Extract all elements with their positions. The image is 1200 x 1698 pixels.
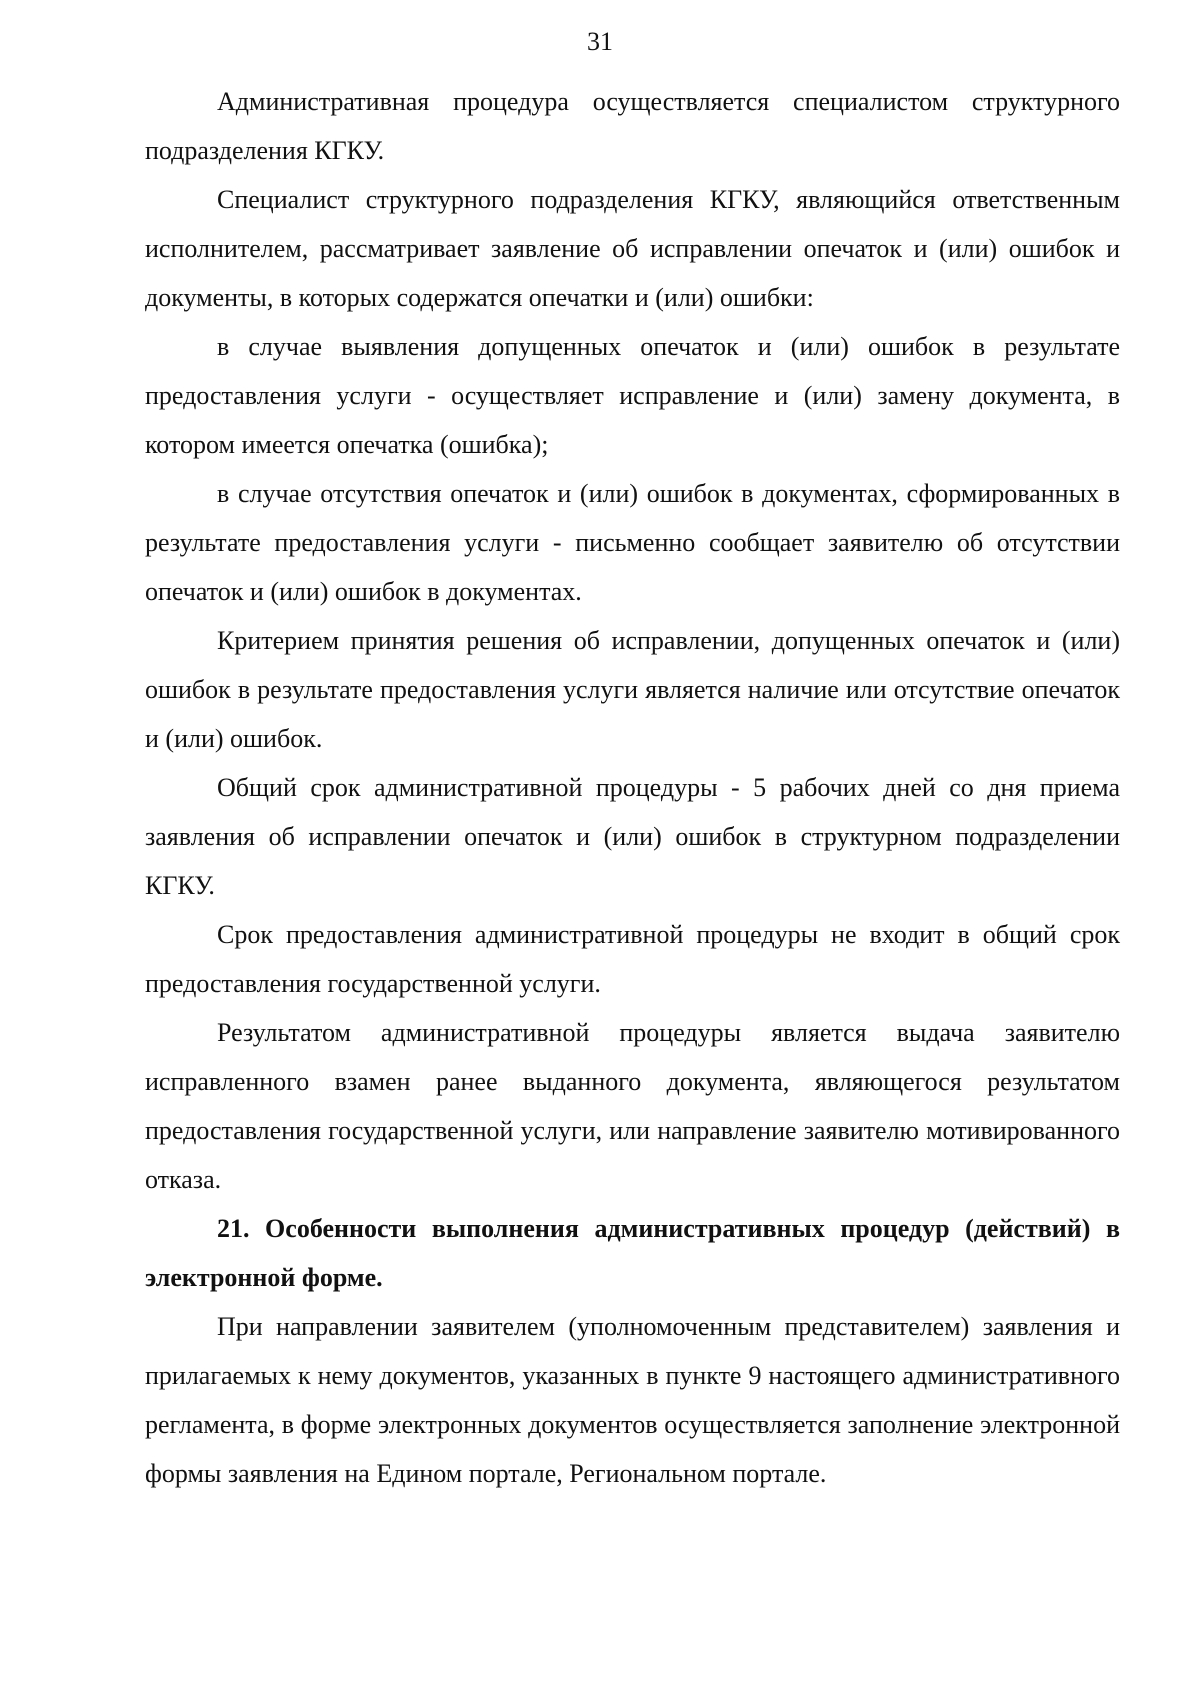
paragraph-7: Срок предоставления административной процедуры не входит в общий срок предоставления государственной услуги. <box>145 920 1120 998</box>
section-heading: 21. Особенности выполнения административных процедур (действий) в электронной форме. <box>145 1214 1120 1292</box>
page-number: 31 <box>587 27 613 56</box>
paragraph-3: в случае выявления допущенных опечаток и (или) ошибок в результате предоставления услуги - осуществляет исправление и (или) замену документа, в котором имеется опечатка (ошибка); <box>145 332 1120 459</box>
paragraph-5: Критерием принятия решения об исправлении, допущенных опечаток и (или) ошибок в результате предоставления услуги является наличие или отсутствие опечаток и (или) ошибок. <box>145 626 1120 753</box>
paragraph-6: Общий срок административной процедуры - 5 рабочих дней со дня приема заявления об исправлении опечаток и (или) ошибок в структурном подразделении КГКУ. <box>145 773 1120 900</box>
paragraph-8: Результатом административной процедуры является выдача заявителю исправленного взамен ранее выданного документа, являющегося результатом предоставления государственной услуги, или направление заявителю мотивированного отказа. <box>145 1018 1120 1194</box>
paragraph-1: Административная процедура осуществляется специалистом структурного подразделения КГКУ. <box>145 87 1120 165</box>
document-body <box>145 77 1120 1498</box>
paragraph-4: в случае отсутствия опечаток и (или) ошибок в документах, сформированных в результате предоставления услуги - письменно сообщает заявителю об отсутствии опечаток и (или) ошибок в документах. <box>145 479 1120 606</box>
paragraph-2: Специалист структурного подразделения КГКУ, являющийся ответственным исполнителем, рассматривает заявление об исправлении опечаток и (или) ошибок и документы, в которых содержатся опечатки и (или) ошибки: <box>145 185 1120 312</box>
section-paragraph-1: При направлении заявителем (уполномоченным представителем) заявления и прилагаемых к нему документов, указанных в пункте 9 настоящего административного регламента, в форме электронных документов осуществляется заполнение электронной формы заявления на Едином портале, Региональном портале. <box>145 1312 1120 1488</box>
